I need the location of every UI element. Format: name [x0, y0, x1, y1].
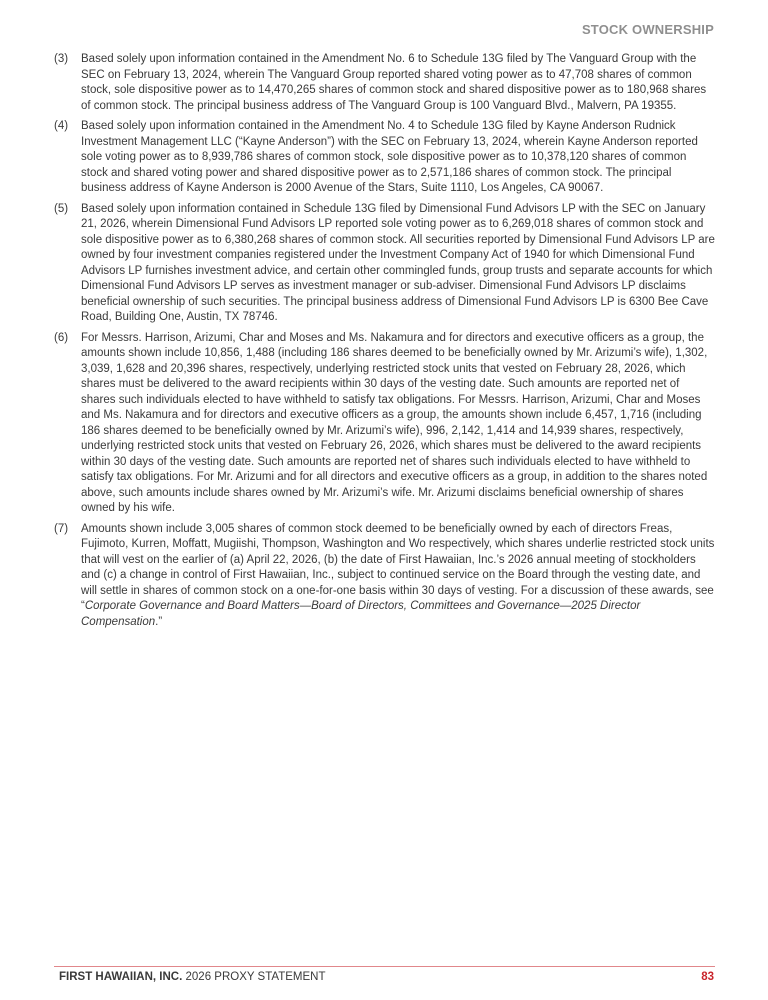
footnote-text-lead: Amounts shown include 3,005 shares of common stock deemed to be beneficially owned by each of directors Freas, Fujimoto, Kurren, Moffatt, Mugiishi, Thompson, Washington and Wo respectively, which shares underlie restricted stock units that will vest on the earlier of (a) April 22, 2026, (b) the date of First Hawaiian, Inc.’s 2026 annual meeting of stockholders and (c) a change in control of First Hawaiian, Inc., subject to continued service on the Board through the vesting date, and will settle in shares of common stock on a one-for-one basis within 30 days of vesting. For a discussion of these awards, see “ — [81, 522, 715, 612]
footnote-5 — [54, 202, 715, 326]
footnote-4 — [54, 119, 715, 197]
footnote-number: (5) — [54, 202, 69, 215]
footnote-number: (4) — [54, 120, 69, 132]
footnote-number: (7) — [54, 522, 69, 535]
footer-company: FIRST HAWAIIAN, INC. — [59, 971, 183, 983]
page-number: 83 — [701, 971, 714, 983]
section-title: STOCK OWNERSHIP — [581, 22, 714, 37]
footnotes-list — [54, 52, 715, 635]
footnote-text: Based solely upon information contained in the Amendment No. 6 to Schedule 13G filed by The Vanguard Group with the SEC on February 13, 2024, wherein The Vanguard Group reported shared voting power as to 47,708 shares of common stock, sole dispositive power as to 14,470,265 shares of common stock and shared dispositive power as to 180,968 shares of common stock. The principal business address of The Vanguard Group is 100 Vanguard Blvd., Malvern, PA 19355. — [81, 53, 707, 112]
footnote-text: Based solely upon information contained in the Amendment No. 4 to Schedule 13G filed by Kayne Anderson Rudnick Investment Management LLC (“Kayne Anderson”) with the SEC on February 13, 2024, wherein Kayne Anderson reported sole voting power as to 8,939,786 shares of common stock, sole dispositive power as to 10,378,120 shares of common stock and shared voting power and shared dispositive power as to 2,571,186 shares of common stock. The principal business address of Kayne Anderson is 2000 Avenue of the Stars, Suite 1110, Los Angeles, CA 90067. — [81, 120, 698, 194]
footer-document-title — [59, 971, 325, 983]
footer-doc: 2026 PROXY STATEMENT — [185, 971, 326, 983]
footnote-6 — [54, 331, 715, 517]
footnote-number: (6) — [54, 331, 69, 344]
footer-divider — [54, 966, 715, 967]
footnote-number: (3) — [54, 53, 69, 65]
footnote-7 — [54, 522, 715, 631]
footnote-text: For Messrs. Harrison, Arizumi, Char and Moses and Ms. Nakamura and for directors and executive officers as a group, the amounts shown include 10,856, 1,488 (including 186 shares deemed to be beneficially owned by Mr. Arizumi’s wife), 1,302, 3,039, 1,628 and 20,396 shares, respectively, underlying restricted stock units that vested on February 28, 2026, which shares must be delivered to the award recipients within 30 days of the vesting date. Such amounts are reported net of shares such individuals elected to have withheld to satisfy tax obligations. For Messrs. Harrison, Arizumi, Char and Moses and Ms. Nakamura and for directors and executive officers as a group, the amounts shown include 6,457, 1,716 (including 186 shares deemed to be beneficially owned by Mr. Arizumi’s wife), 996, 2,142, 1,414 and 14,939 shares, respectively, underlying restricted stock units that vested on February 26, 2026, which shares must be delivered to the award recipients within 30 days of the vesting date. Such amounts are reported net of shares such individuals elected to have withheld to satisfy tax obligations. For Mr. Arizumi and for all directors and executive officers as a group, in addition to the shares noted above, such amounts include shares owned by Mr. Arizumi’s wife. Mr. Arizumi disclaims beneficial ownership of shares owned by his wife. — [81, 331, 708, 514]
footnote-3 — [54, 52, 715, 114]
footnote-text — [81, 522, 715, 631]
footnote-text-tail: .” — [155, 615, 163, 628]
cross-reference-italic: Corporate Governance and Board Matters—Board of Directors, Committees and Governance—2025 Director Compensation — [81, 600, 641, 628]
footnote-text: Based solely upon information contained in Schedule 13G filed by Dimensional Fund Advisors LP with the SEC on January 21, 2026, wherein Dimensional Fund Advisors LP reported sole voting power as to 6,269,018 shares of common stock and sole dispositive power as to 6,380,268 shares of common stock. All securities reported by Dimensional Fund Advisors LP are owned by four investment companies registered under the Investment Company Act of 1940 for which Dimensional Fund Advisors LP furnishes investment advice, and certain other commingled funds, group trusts and separate accounts for which Dimensional Fund Advisors LP serves as investment manager or sub-adviser. Dimensional Fund Advisors LP disclaims beneficial ownership of such securities. The principal business address of Dimensional Fund Advisors LP is 6300 Bee Cave Road, Building One, Austin, TX 78746. — [81, 202, 715, 323]
